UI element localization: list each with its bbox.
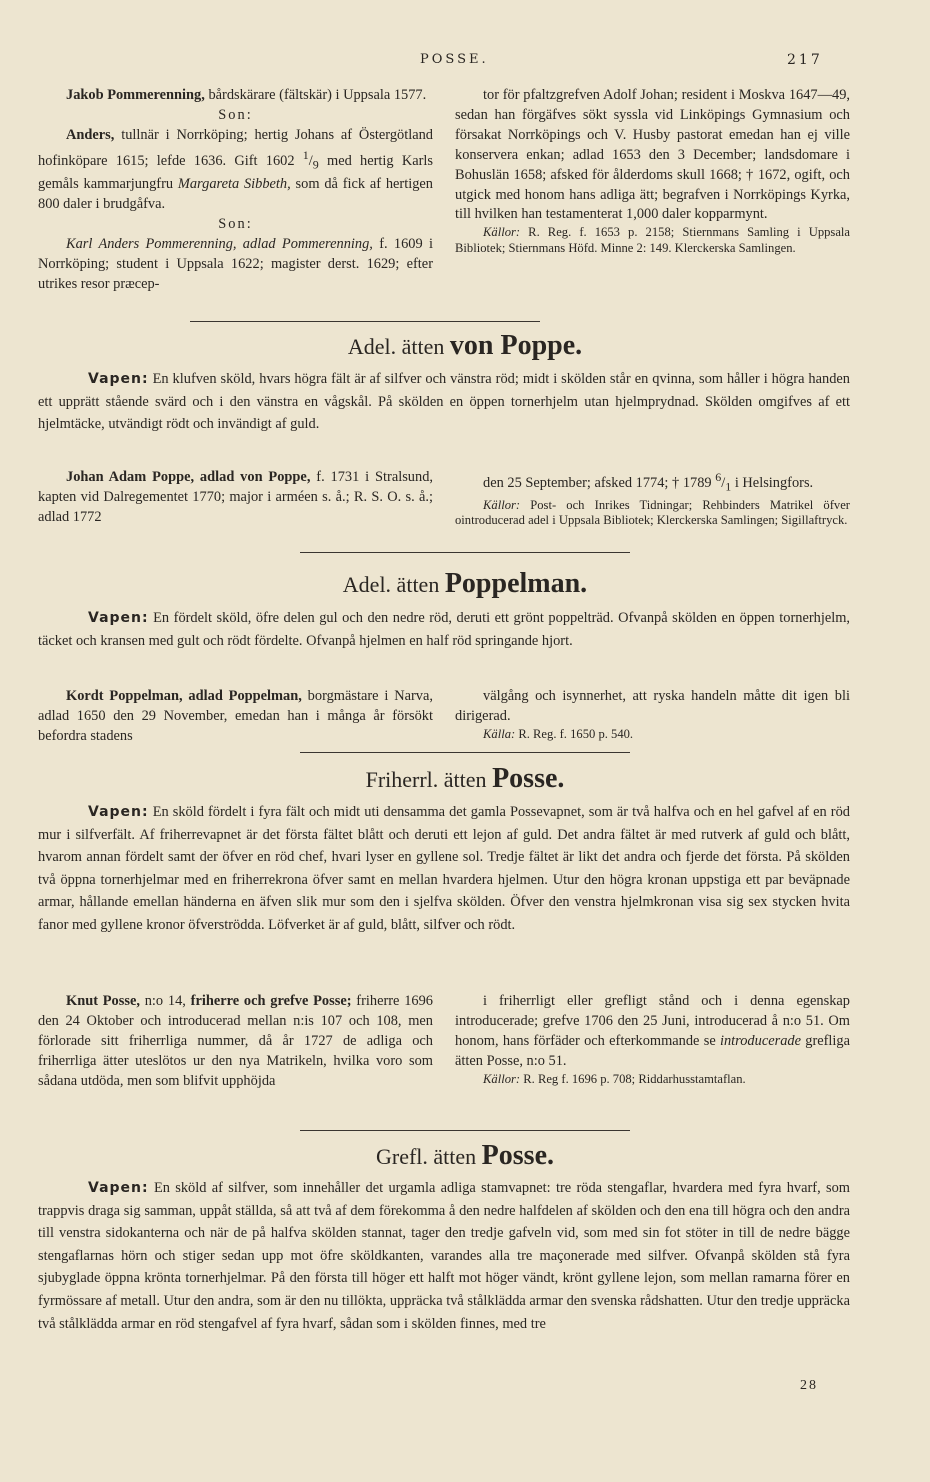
coat-of-arms-text [38, 368, 850, 436]
paragraph: Jakob Pommerenning, bårdskärare (fältskär) i Uppsala 1577. [66, 87, 427, 103]
page-number: 217 [787, 52, 823, 68]
section-heading-von-poppe [0, 330, 930, 362]
vapen-label: Vapen: [88, 610, 149, 626]
divider [190, 321, 540, 322]
paragraph: Källor: Post- och Inrikes Tidningar; Rehbinders Matrikel öfver ointroducerad adel i Uppsala Bibliotek; Klerckerska Samlingen; Sigillaftryck. [455, 497, 850, 528]
family-name: Posse. [492, 763, 565, 794]
section-right-column [455, 687, 850, 742]
section-right-column [455, 992, 850, 1087]
heading-prefix: Adel. ätten [342, 572, 440, 597]
paragraph: Källa: R. Reg. f. 1650 p. 540. [483, 726, 634, 741]
paragraph: Kordt Poppelman, adlad Poppelman, borgmästare i Narva, adlad 1650 den 29 November, emedan han i många år försökt befordra stadens [38, 688, 433, 744]
family-name: Poppelman. [444, 568, 588, 599]
heading-prefix: Friherrl. ätten [365, 767, 487, 792]
section-right-column [455, 468, 850, 529]
paragraph: välgång och isynnerhet, att ryska handeln måtte dit igen bli dirigerad. [455, 688, 850, 724]
coat-of-arms-text [38, 607, 850, 652]
divider [300, 552, 630, 553]
heading-prefix: Grefl. ätten [376, 1144, 477, 1169]
section-heading-grefl-posse [0, 1140, 930, 1172]
paragraph: Son: [218, 216, 253, 233]
paragraph: Anders, tullnär i Norrköping; hertig Johans af Östergötland hofinköpare 1615; lefde 1636. Gift 1602 $^1/_9$ med hertig Karls gemåls kammarjungfru Margareta Sibbeth, som då fick af hertigen 800 daler i brudgåfva. [38, 126, 433, 213]
paragraph: Son: [218, 106, 253, 123]
printer-signature: 28 [800, 1378, 818, 1393]
family-name: von Poppe. [449, 330, 583, 361]
paragraph: tor för pfaltzgrefven Adolf Johan; resident i Moskva 1647—49, sedan han förgäfves sökt syssla vid Linköpings Gymnasium och försakat Norrköpings och V. Husby pastorat emedan han ej ville konservera enkan; adlad 1653 den 3 December; landsdomare i Bohuslän 1658; afsked för ålderdoms skull 1668; † 1672, ogift, och utgick med honom hans adliga ätt; begrafven i Norrköpings Kyrka, till hvilken han testamenterat 1,000 daler kopparmynt. [455, 87, 850, 223]
paragraph: den 25 September; afsked 1774; † 1789 $^6/_1$ i Helsingfors. [483, 470, 814, 494]
vapen-description: En sköld fördelt i fyra fält och midt uti densamma det gamla Possevapnet, som är två halfva och en hel gafvel af en röd mur i silfverfält. Af friherrevapnet är det första fältet blått och deruti ett lejon af guld. Det andra fältet är med rutverk af guld och blått, hvarom annan fördelt samt der öfver en röd chef, hvari lyser en gyllene sol. Tredje fältet är likt det andra och fjerde det första. På skölden två öppna tornerhjelmar med en friherrekrona öfver samt en mellan hvardera hjelmen. Utur den högra kronan uppstiga ett par beväpnade armar, hållande emellan händerna en äfven slik mur som den i sjelfva skölden. Öfver den venstra hjelmkronan visa sig sex stycken hvita fanor med gyllene kronor öfverströdda. Löfverket är af guld, blått, silfver och rödt. [38, 804, 850, 933]
paragraph: i friherrligt eller grefligt stånd och i denna egenskap introducerade; grefve 1706 den 25 Juni, introducerad å n:o 51. Om honom, hans förfäder och efterkommande se introducerade grefliga ätten Posse, n:o 51. [455, 993, 851, 1069]
coat-of-arms-text [38, 1177, 850, 1335]
section-heading-friherrl-posse [0, 763, 930, 795]
section-left-column [38, 992, 433, 1092]
vapen-label: Vapen: [88, 804, 149, 820]
running-title: POSSE. [420, 52, 489, 67]
paragraph: Karl Anders Pommerenning, adlad Pommerenning, f. 1609 i Norrköping; student i Uppsala 1622; magister derst. 1629; efter utrikes resor præcep- [38, 236, 433, 292]
section-left-column [38, 687, 433, 747]
heading-prefix: Adel. ätten [347, 334, 445, 359]
paragraph: Knut Posse, n:o 14, friherre och grefve Posse; friherre 1696 den 24 Oktober och introducerad mellan n:is 107 och 108, men förlorade sitt friherrliga nummer, då år 1727 de adliga och friherrliga ätter uteslötos ur den nya Matrikeln, hvilka voro som sådana utdöda, men som blifvit upphöjda [38, 993, 433, 1089]
running-header [0, 52, 930, 74]
vapen-label: Vapen: [88, 371, 149, 387]
divider [300, 752, 630, 753]
paragraph: Källor: R. Reg f. 1696 p. 708; Riddarhusstamtaflan. [483, 1071, 746, 1086]
vapen-description: En klufven sköld, hvars högra fält är af silfver och vänstra röd; midt i skölden står en qvinna, som håller i högra handen ett upprätt stående svärd och i den vänstra en vågskål. På skölden en öppen tornerhjelm utan hjelmprydnad. Skölden omgifves af ett hjelmtäcke, utvändigt rödt och invändigt af guld. [38, 371, 850, 433]
section-heading-poppelman [0, 568, 930, 600]
coat-of-arms-text [38, 801, 850, 937]
vapen-label: Vapen: [88, 1180, 149, 1196]
family-name: Posse. [481, 1140, 554, 1171]
top-right-column [455, 86, 850, 256]
section-left-column [38, 468, 433, 528]
divider [300, 1130, 630, 1131]
vapen-description: En fördelt sköld, öfre delen gul och den nedre röd, deruti ett grönt poppelträd. Ofvanpå skölden en öppen tornerhjelm, täcket och kransen med gult och rödt fördelte. Ofvanpå hjelmen en half röd springande hjort. [38, 610, 850, 649]
paragraph: Johan Adam Poppe, adlad von Poppe, f. 1731 i Stralsund, kapten vid Dalregementet 1770; major i arméen s. å.; R. S. O. s. å.; adlad 1772 [38, 469, 433, 525]
paragraph: Källor: R. Reg. f. 1653 p. 2158; Stiernmans Samling i Uppsala Bibliotek; Stiernmans Höfd. Minne 2: 149. Klerckerska Samlingen. [455, 225, 850, 255]
vapen-description: En sköld af silfver, som innehåller det urgamla adliga stamvapnet: tre röda stengaflar, hvardera med fyra hvarf, som trappvis dragа sig samman, uppåt ställda, så att två af dem förekomma å den nedre halfdelen af skölden och den ena till högra och den andra till venstra sidokanterna och när de på halfva skölden stannat, tager den tredje gafveln vid, som med sin fot stöter in till de nedre bägge stengaflarnas hörn och stiger sedan upp mot öfre sköldkanten, varandes alla tre maçonerade med silfver. Ofvanpå skölden stå fyra sjubyglade öppna krönta tornerhjelmar. På den första till höger ett halft mot höger vändt, krönt gyllene lejon, som mellan ramarna förer en fyrmössare af metall. Utur den andra, som är den nu tillökta, uppräcka två stålklädda armar den svenska rådshatten. Utur den tredje uppräcka två stålklädda armar en röd stengafvel af fyra hvarf, sådan som i skölden finnes, med tre [38, 1180, 850, 1332]
top-left-column [38, 86, 433, 295]
